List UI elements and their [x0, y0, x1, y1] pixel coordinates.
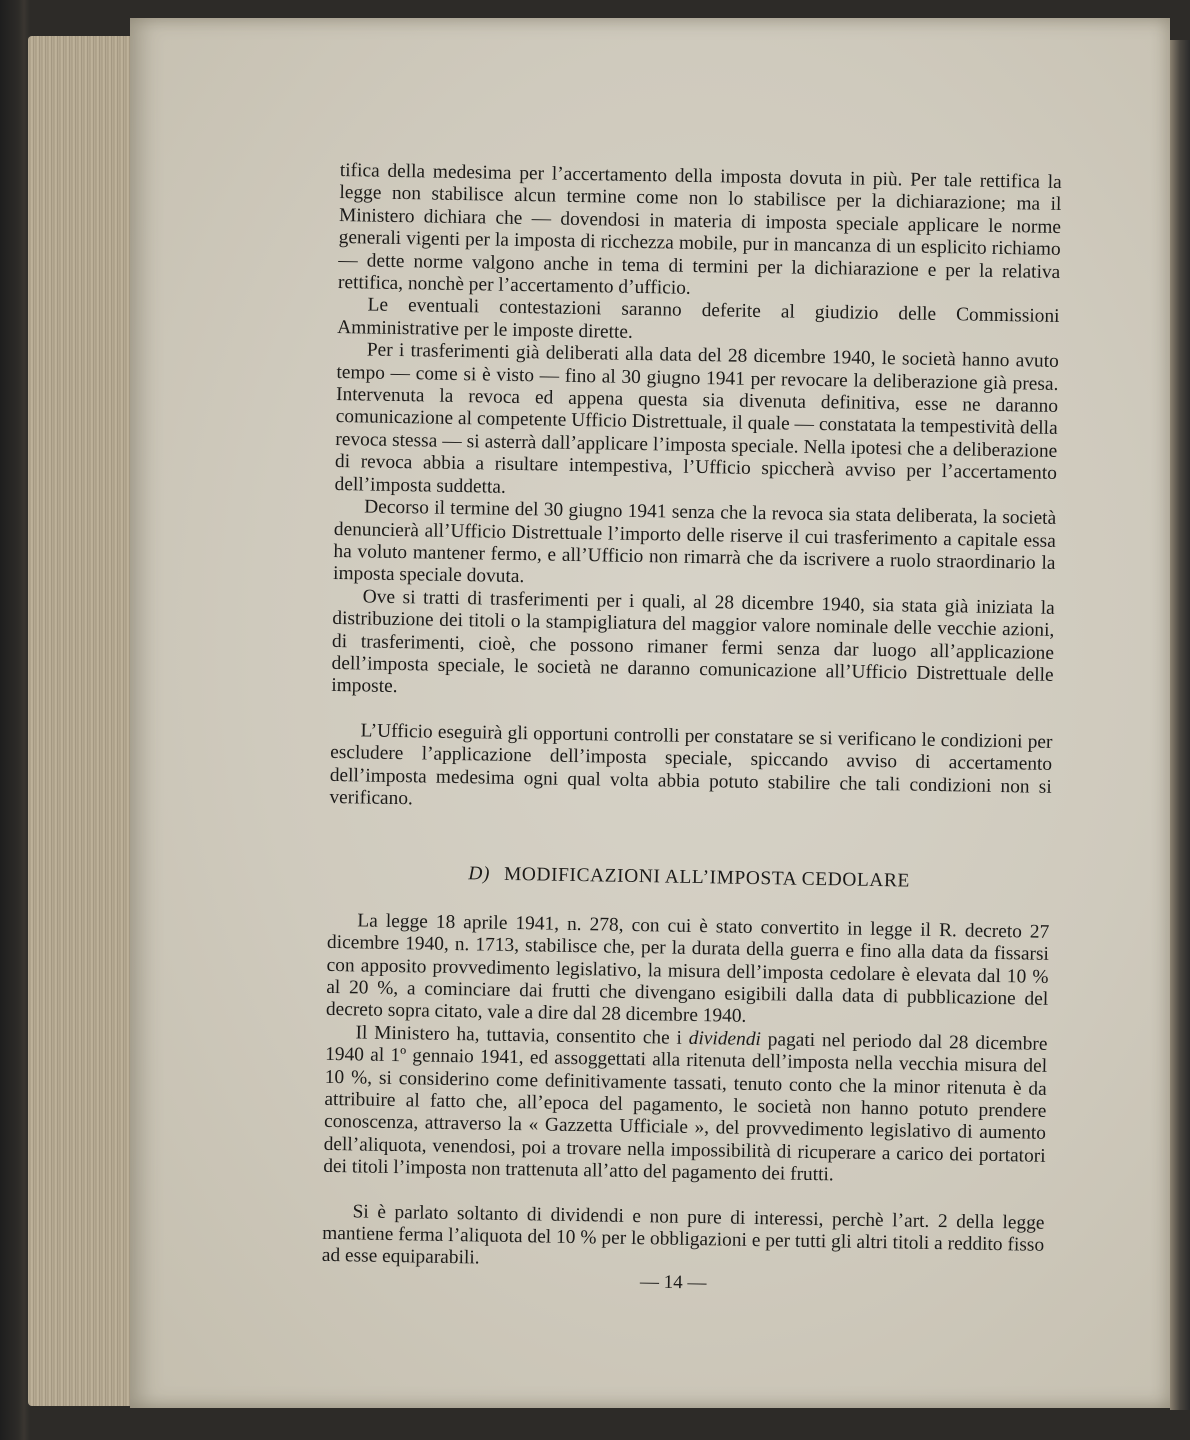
paragraph-9: Si è parlato soltanto di dividendi e non pure di interessi, perchè l’art. 2 della legge mantiene ferma l’aliquota del 10 % per le obbligazioni e per tutti gli altri titoli a reddito fisso ad esse equiparabili.: [321, 1201, 1045, 1269]
paragraph-8: [323, 1022, 1048, 1191]
section-title: MODIFICAZIONI ALL’IMPOSTA CEDOLARE: [503, 864, 911, 892]
paragraph-8-end: pagati nel periodo dal 28 dicembre 1940 al 1º gennaio 1941, ed assoggettati alla ritenuta dell’imposta nella vecchia misura del 10 %, si considerino come definitivamente tassati, tenuto conto che la minor ritenuta è da attribuire al fatto che, all’epoca del pagamento, le società non hanno potuto prendere conoscenza, attraverso la « Gazzetta Ufficiale », del provvedimento legislativo di aumento dell’aliquota, venendosi, poi a trovare nella impossibilità di ricuperare a carico dei portatori dei titoli l’imposta non trattenuta all’atto del pagamento dei frutti.: [323, 1028, 1048, 1186]
paragraph-5: Ove si tratti di trasferimenti per i quali, al 28 dicembre 1940, sia stata già iniziata la distribuzione dei titoli o la stampigliatura del maggior valore nominale delle vecchie azioni, di trasferimenti, cioè, che possono rimaner fermi senza dar luogo all’applicazione dell’imposta speciale, le società ne daranno comunicazione all’Ufficio Distrettuale delle imposte.: [331, 586, 1055, 698]
page-number: — 14 —: [639, 1271, 707, 1294]
paragraph-7: La legge 18 aprile 1941, n. 278, con cui è stato convertito in legge il R. decreto 27 dicembre 1940, n. 1713, stabilisce che, per la durata della guerra e fino alla data da fissarsi con apposito provvedimento legislativo, la misura dell’imposta cedolare è elevata dal 10 % al 20 %, a cominciare dai frutti che divengano esigibili dalla data di pubblicazione del decreto sopra citato, vale a dire dal 28 dicembre 1940.: [325, 910, 1050, 1028]
paragraph-2: Le eventuali contestazioni saranno deferite al giudizio delle Commissioni Amministrative per le imposte dirette.: [337, 294, 1060, 343]
paragraph-8-italic: dividendi: [688, 1027, 762, 1050]
paragraph-3: Per i trasferimenti già deliberati alla data del 28 dicembre 1940, le società hanno avuto tempo — come si è visto — fino al 30 giugno 1941 per revocare la deliberazione già presa. Intervenuta la revoca ed appena questa sia divenuta definitiva, esse ne daranno comunicazione al competente Ufficio Distrettuale, il quale — constatata la tempestività della revoca stessa — si asterrà dall’applicare l’imposta speciale. Nella ipotesi che a deliberazione di revoca abbia a risultare intempestiva, l’Ufficio spiccherà avviso per l’accertamento dell’imposta suddetta.: [334, 339, 1059, 498]
paragraph-1: tifica della medesima per l’accertamento della imposta dovuta in più. Per tale rettifica la legge non stabilisce alcun termine come non lo stabilisce per la dichiarazione; ma il Ministero dichiara che — dovendosi in materia di imposta speciale applicare le norme generali vigenti per la imposta di ricchezza mobile, pur in mancanza di un esplicito richiamo — dette norme valgono anche in tema di termini per la dichiarazione e per la relativa rettifica, nonchè per l’accertamento d’ufficio.: [337, 160, 1062, 299]
paragraph-4: Decorso il termine del 30 giugno 1941 senza che la revoca sia stata deliberata, la società denuncierà all’Ufficio Distrettuale l’importo delle riserve il cui trasferimento a capitale essa ha voluto mantener fermo, e all’Ufficio non rimarrà che da iscrivere a ruolo straordinario la imposta speciale dovuta.: [332, 496, 1057, 588]
facing-page-edge: [1170, 40, 1190, 1410]
body-text: [322, 160, 1062, 1280]
section-letter: D): [468, 863, 491, 885]
paragraph-6: L’Ufficio eseguirà gli opportuni controlli per constatare se si verificano le condizioni per escludere l’applicazione dell’imposta speciale, spiccando avviso di accertamento dell’imposta medesima ogni qual volta abbia potuto stabilire che tali condizioni non si verificano.: [329, 720, 1053, 810]
paragraph-8-start: Il Ministero ha, tuttavia, consentito che i: [355, 1022, 689, 1049]
section-heading: [328, 861, 1050, 895]
